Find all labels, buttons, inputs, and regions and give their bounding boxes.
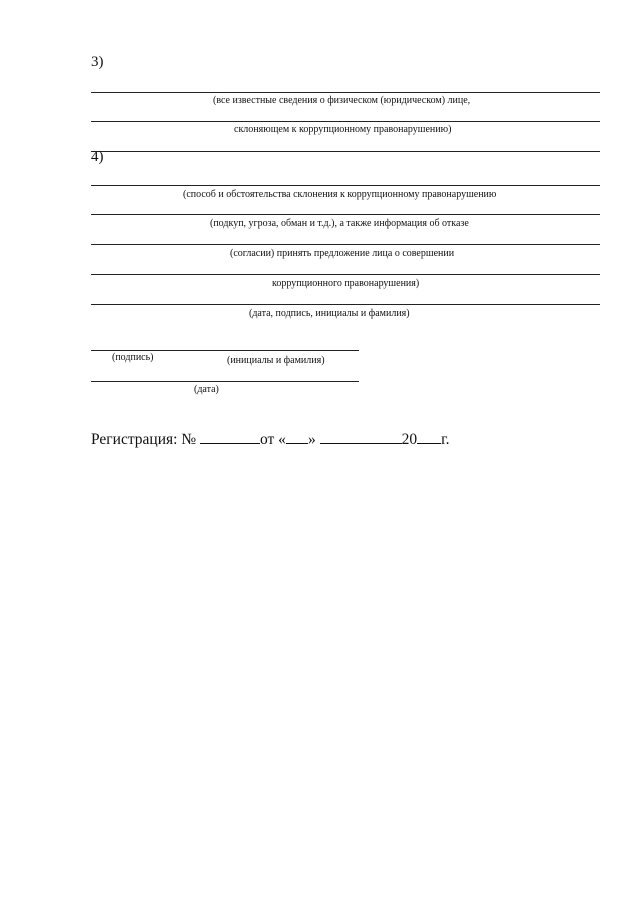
section-4-caption-3: (согласии) принять предложение лица о совершении xyxy=(230,248,455,259)
initials-label: (инициалы и фамилия) xyxy=(227,355,325,366)
section-4-line-2 xyxy=(91,214,600,215)
section-4-caption-2: (подкуп, угроза, обман и т.д.), а также информация об отказе xyxy=(210,218,469,229)
section-4-line-5 xyxy=(91,304,600,305)
section-4-caption-4: коррупционного правонарушения) xyxy=(272,278,420,289)
date-line xyxy=(91,381,359,382)
registration-year-blank[interactable] xyxy=(417,431,441,444)
registration-from-open: от « xyxy=(259,431,286,448)
section-3-line-3 xyxy=(91,151,600,152)
date-label: (дата) xyxy=(194,384,219,395)
registration-from-close: » xyxy=(307,431,316,448)
section-3-line-2 xyxy=(91,121,600,122)
section-4-caption-5: (дата, подпись, инициалы и фамилия) xyxy=(249,308,410,319)
registration-label: Регистрация: № xyxy=(91,431,197,448)
section-4-line-4 xyxy=(91,274,600,275)
registration-month-blank[interactable] xyxy=(320,431,402,444)
section-3-number: 3) xyxy=(91,54,104,70)
section-4-line-3 xyxy=(91,244,600,245)
registration-year-suffix: г. xyxy=(441,431,450,448)
section-4-caption-1: (способ и обстоятельства склонения к коррупционному правонарушению xyxy=(183,189,497,200)
signature-label: (подпись) xyxy=(112,352,154,363)
registration-number-blank[interactable] xyxy=(200,431,260,444)
section-4-line-1 xyxy=(91,185,600,186)
section-3-caption-2: склоняющем к коррупционному правонарушению) xyxy=(234,124,452,135)
registration-day-blank[interactable] xyxy=(286,431,308,444)
signature-line xyxy=(91,350,359,351)
registration-line xyxy=(91,431,450,449)
registration-year-prefix: 20 xyxy=(401,431,418,448)
section-3-line-1 xyxy=(91,92,600,93)
section-4-number: 4) xyxy=(91,149,104,165)
section-3-caption-1: (все известные сведения о физическом (юридическом) лице, xyxy=(213,95,471,106)
